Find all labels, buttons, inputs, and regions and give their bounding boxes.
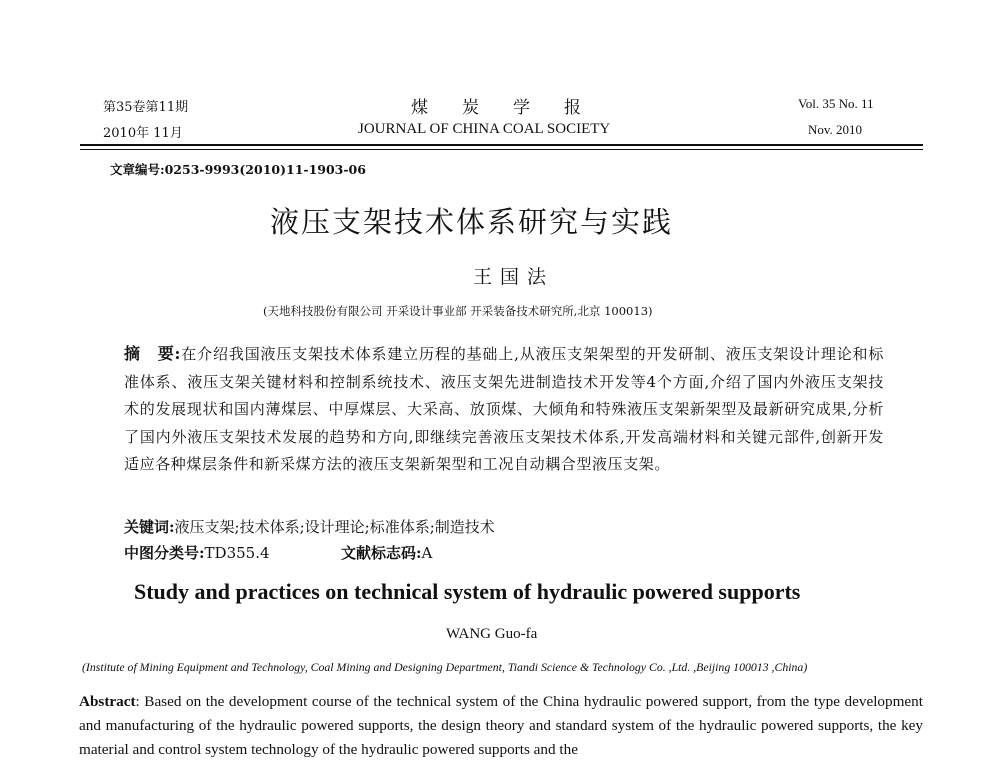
- clc-label: 中图分类号:: [124, 544, 205, 562]
- clc-number: [124, 542, 270, 563]
- header-rule-thick: [80, 144, 923, 146]
- author-cn: 王国法: [473, 266, 555, 288]
- abstract-en-label: Abstract: [79, 693, 136, 710]
- keywords-cn-label: 关键词:: [124, 518, 175, 536]
- affiliation-cn: (天地科技股份有限公司 开采设计事业部 开采装备技术研究所,北京 100013): [263, 304, 653, 318]
- doc-code-label: 文献标志码:: [341, 544, 422, 562]
- journal-title-cn: 煤 炭 学 报: [411, 98, 581, 118]
- keywords-cn: [124, 516, 495, 537]
- journal-title-en: JOURNAL OF CHINA COAL SOCIETY: [358, 121, 611, 137]
- abstract-en: [79, 690, 923, 762]
- paper-title-cn: 液压支架技术体系研究与实践: [270, 205, 674, 239]
- abstract-cn: [124, 340, 884, 479]
- author-en: WANG Guo-fa: [446, 626, 538, 642]
- abstract-cn-label: 摘 要:: [124, 344, 182, 363]
- document-code: [341, 542, 432, 563]
- article-number: 文章编号:0253-9993(2010)11-1903-06: [110, 162, 366, 177]
- keywords-cn-text: 液压支架;技术体系;设计理论;标准体系;制造技术: [174, 518, 495, 536]
- header-rule-thin: [80, 149, 923, 150]
- doc-code-value: A: [421, 544, 433, 562]
- clc-value: TD355.4: [204, 544, 270, 562]
- abstract-en-text: : Based on the development course of the technical system of the China hydraulic powered support, from the type development and manufacturing of the hydraulic powered supports, the design theory and standard system of the hydraulic powered supports, the key material and control system technology of the hydraulic powered supports and the: [79, 693, 923, 758]
- paper-title-en: Study and practices on technical system of hydraulic powered supports: [134, 579, 801, 604]
- affiliation-en: (Institute of Mining Equipment and Technology, Coal Mining and Designing Department, Tiandi Science & Technology Co. ,Ltd. ,Beijing 100013 ,China): [82, 660, 808, 674]
- abstract-cn-text: 在介绍我国液压支架技术体系建立历程的基础上,从液压支架架型的开发研制、液压支架设计理论和标准体系、液压支架关键材料和控制系统技术、液压支架先进制造技术开发等4个方面,介绍了国内外液压支架技术的发展现状和国内薄煤层、中厚煤层、大采高、放顶煤、大倾角和特殊液压支架新架型及最新研究成果,分析了国内外液压支架技术发展的趋势和方向,即继续完善液压支架技术体系,开发高端材料和关键元部件,创新开发适应各种煤层条件和新采煤方法的液压支架新架型和工况自动耦合型液压支架。: [124, 345, 884, 473]
- date-cn: 2010年 11月: [103, 126, 183, 141]
- volume-issue-en: Vol. 35 No. 11: [798, 96, 874, 111]
- volume-issue-cn: 第35卷第11期: [103, 100, 189, 115]
- date-en: Nov. 2010: [808, 122, 863, 137]
